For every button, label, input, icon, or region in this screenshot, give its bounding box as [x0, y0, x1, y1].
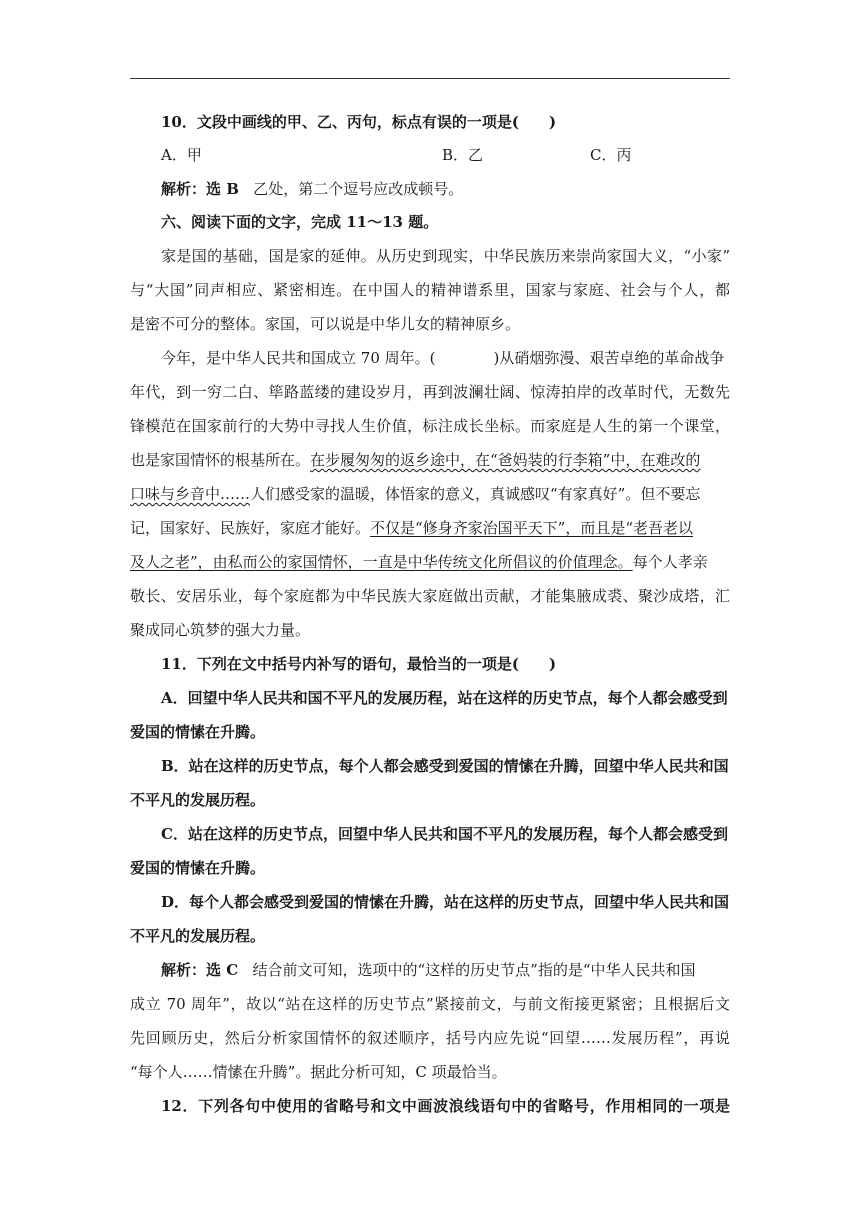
underlined-text: 不仅是“修身齐家治国平天下”，而且是“老吾老以 — [370, 519, 694, 537]
q11-option-b: B．站在这样的历史节点，每个人都会感受到爱国的情愫在升腾，回望中华人民共和国 — [161, 757, 729, 775]
passage-line: 聚成同心筑梦的强大力量。 — [130, 621, 311, 639]
q11-option-d-cont: 不平凡的发展历程。 — [130, 927, 266, 945]
passage-line — [130, 450, 730, 470]
passage-line — [161, 348, 730, 368]
passage-line: 年代，到一穷二白、筚路蓝缕的建设岁月，再到波澜壮阔、惊涛拍岸的改革时代，无数先 — [130, 383, 730, 401]
passage-text: 人们感受家的温暖，体悟家的意义，真诚感叹“有家真好”。但不要忘 — [250, 485, 701, 503]
passage-text: 也是家国情怀的根基所在。 — [130, 451, 311, 469]
header-rule — [130, 78, 730, 79]
analysis-label: 解析： — [161, 180, 207, 198]
passage-line: 与“大国”同声相应、紧密相连。在中国人的精神谱系里，国家与家庭、社会与个人，都 — [130, 281, 730, 299]
q11-option-a: A．回望中华人民共和国不平凡的发展历程，站在这样的历史节点，每个人都会感受到 — [161, 689, 728, 707]
analysis-text: 乙处，第二个逗号应改成顿号。 — [253, 180, 464, 198]
passage-line: 是密不可分的整体。家国，可以说是中华儿女的精神原乡。 — [130, 315, 521, 333]
passage-line — [130, 484, 730, 504]
passage-line: 家是国的基础，国是家的延伸。从历史到现实，中华民族历来崇尚家国大义，“小家” — [161, 247, 730, 265]
q11-option-a-cont: 爱国的情愫在升腾。 — [130, 723, 266, 741]
q10-analysis — [161, 179, 730, 199]
q11-option-b-cont: 不平凡的发展历程。 — [130, 791, 266, 809]
q11-stem: 11．下列在文中括号内补写的语句，最恰当的一项是( ) — [161, 655, 557, 673]
passage-text: 记，国家好、民族好，家庭才能好。 — [130, 519, 371, 537]
q11-analysis-line: “每个人……情愫在升腾”。据此分析可知，C 项最恰当。 — [130, 1063, 507, 1081]
passage-text: )从硝烟弥漫、艰苦卓绝的革命战争 — [493, 349, 725, 367]
wavy-underlined-text: 口味与乡音中…… — [130, 485, 251, 503]
passage-text: 今年，是中华人民共和国成立 70 周年。( — [161, 349, 436, 367]
q10-stem: 10．文段中画线的甲、乙、丙句，标点有误的一项是( ) — [161, 113, 557, 131]
q10-option-c: C．丙 — [590, 146, 632, 164]
section-heading: 六、阅读下面的文字，完成 11～13 题。 — [161, 213, 439, 231]
q11-option-d: D．每个人都会感受到爱国的情愫在升腾，站在这样的历史节点，回望中华人民共和国 — [161, 893, 730, 911]
passage-line — [130, 518, 730, 538]
q10-option-a: A．甲 — [161, 146, 202, 164]
q10-option-b: B．乙 — [442, 146, 484, 164]
analysis-text: 结合前文可知，选项中的“这样的历史节点”指的是“中华人民共和国 — [252, 961, 696, 979]
q11-analysis-line: 先回顾历史，然后分析家国情怀的叙述顺序，括号内应先说“回望……发展历程”，再说 — [130, 1029, 730, 1047]
passage-line: 锋模范在国家前行的大势中寻找人生价值，标注成长坐标。而家庭是人生的第一个课堂， — [130, 417, 730, 435]
passage-line: 敬长、安居乐业，每个家庭都为中华民族大家庭做出贡献，才能集腋成裘、聚沙成塔，汇 — [130, 587, 730, 605]
passage-text: 每个人孝亲 — [632, 553, 708, 571]
analysis-choice: 选 B — [206, 180, 239, 198]
wavy-underlined-text: 在步履匆匆的返乡途中，在“爸妈装的行李箱”中，在难改的 — [310, 451, 701, 469]
q12-stem: 12．下列各句中使用的省略号和文中画波浪线语句中的省略号，作用相同的一项是 — [161, 1097, 730, 1115]
q11-option-c: C．站在这样的历史节点，回望中华人民共和国不平凡的发展历程，每个人都会感受到 — [161, 825, 728, 843]
q11-option-c-cont: 爱国的情愫在升腾。 — [130, 859, 266, 877]
passage-line — [130, 552, 730, 572]
underlined-text: 及人之老”，由私而公的家国情怀，一直是中华传统文化所倡议的价值理念。 — [130, 553, 633, 571]
q11-analysis-line: 成立 70 周年”，故以“站在这样的历史节点”紧接前文，与前文衔接更紧密；且根据后文 — [130, 995, 730, 1013]
analysis-label: 解析： — [161, 961, 207, 979]
q11-analysis — [161, 960, 730, 980]
analysis-choice: 选 C — [206, 961, 239, 979]
